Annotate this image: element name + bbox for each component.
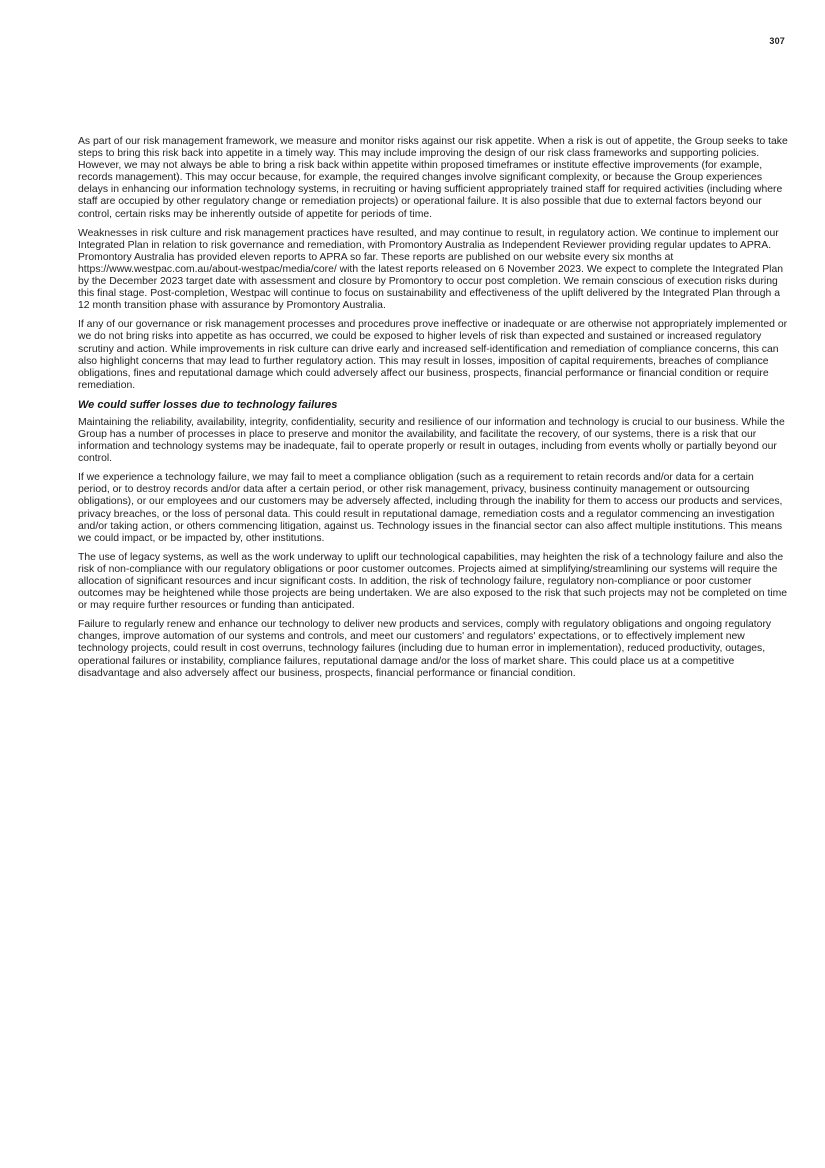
paragraph-governance-failure: If any of our governance or risk management processes and procedures prove ineffective or inadequate or are otherwise not appropriately implemented or we do not bring risks into appetite as has occurred, we could be exposed to higher levels of risk than expected and sustained or increased regulatory scrutiny and action. While improvements in risk culture can drive early and increased self-identification and remediation of compliance concerns, this can also highlight concerns that may lead to further regulatory action. This may result in losses, imposition of capital requirements, breaches of compliance obligations, fines and reputational damage which could adversely affect our business, prospects, financial performance or financial condition or require remediation. <box>78 319 788 391</box>
paragraph-technology-reliability: Maintaining the reliability, availability, integrity, confidentiality, security and resilience of our information and technology is crucial to our business. While the Group has a number of processes in place to preserve and monitor the availability, and facilitate the recovery, of our systems, there is a risk that our information and technology systems may be inadequate, fail to operate properly or result in outages, including from events wholly or partially beyond our control. <box>78 416 785 465</box>
document-body <box>78 136 788 687</box>
paragraph-technology-failure: If we experience a technology failure, we may fail to meet a compliance obligation (such as a requirement to retain records and/or data for a certain period, or to destroy records and/or data after a certain period, or other risk management, privacy, business continuity management or outsourcing obligations), or our employees and our customers may be adversely affected, including through the inability for them to access our products and services, privacy breaches, or the loss of personal data. This could result in reputational damage, remediation costs and a regulator commencing an investigation and/or taking action, or others commencing litigation, against us. Technology issues in the financial sector can also affect multiple institutions. This means we could impact, or be impacted by, other institutions. <box>78 472 783 544</box>
paragraph-technology-renewal: Failure to regularly renew and enhance our technology to deliver new products and services, comply with regulatory obligations and ongoing regulatory changes, improve automation of our systems and controls, and meet our customers' and regulators' expectations, or to effectively implement new technology projects, could result in cost overruns, technology failures (including due to human error in implementation), reduced productivity, outages, operational failures or instability, compliance failures, reputational damage and/or the loss of market share. This could place us at a competitive disadvantage and also adversely affect our business, prospects, financial performance or financial condition. <box>78 619 772 679</box>
paragraph-risk-appetite: As part of our risk management framework, we measure and monitor risks against our risk appetite. When a risk is out of appetite, the Group seeks to take steps to bring this risk back into appetite in a timely way. This may include improving the design of our risk class frameworks and supporting policies. However, we may not always be able to bring a risk back within appetite within proposed timeframes or institute effective improvements (for example, records management). This may occur because, for example, the required changes involve significant complexity, or because the Group experiences delays in enhancing our information technology systems, in recruiting or having sufficient appropriately trained staff for required activities (including where staff are occupied by other regulatory change or remediation projects) or operational failure. It is also possible that due to external factors beyond our control, certain risks may be inherently outside of appetite for periods of time. <box>78 136 788 220</box>
paragraph-risk-culture: Weaknesses in risk culture and risk management practices have resulted, and may continue to result, in regulatory action. We continue to implement our Integrated Plan in relation to risk governance and remediation, with Promontory Australia as Independent Reviewer providing regular updates to APRA. Promontory Australia has provided eleven reports to APRA so far. These reports are published on our website every six months at https://www.westpac.com.au/about-westpac/media/core/ with the latest reports released on 6 November 2023. We expect to complete the Integrated Plan by the December 2023 target date with assessment and closure by Promontory to occur post completion. We remain conscious of execution risks during this final stage. Post-completion, Westpac will continue to focus on sustainability and effectiveness of the uplift delivered by the Integrated Plan through a 12 month transition phase with assurance by Promontory Australia. <box>78 227 784 312</box>
paragraph-legacy-systems: The use of legacy systems, as well as the work underway to uplift our technological capabilities, may heighten the risk of a technology failure and also the risk of non-compliance with our regulatory obligations or poor customer outcomes. Projects aimed at simplifying/streamlining our systems will require the allocation of significant resources and incur significant costs. In addition, the risk of technology failure, regulatory non-compliance or poor customer outcomes may be heightened while those projects are being undertaken. We are also exposed to the risk that such projects may not be completed on time or may require further resources or funding than anticipated. <box>78 551 788 612</box>
page-number: 307 <box>769 36 785 46</box>
section-heading: We could suffer losses due to technology failures <box>78 398 338 411</box>
